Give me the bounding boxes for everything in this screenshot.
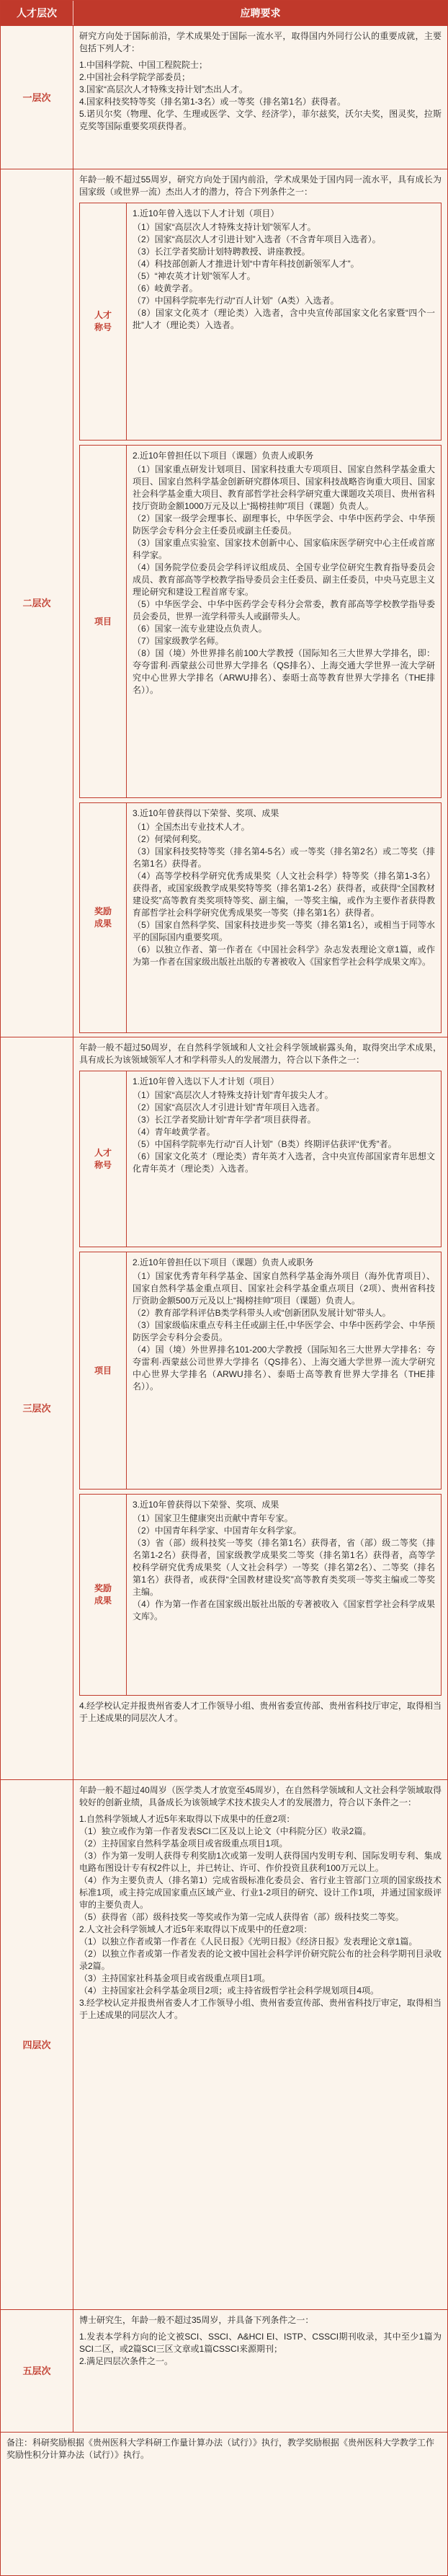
level1-body — [73, 26, 447, 169]
list-item: （4）主持国家社会科学基金项目2项；或主持省级哲学社会科学规划项目4项。 — [79, 1986, 380, 1996]
list-item: （5）中华医学会、中华中医药学会专科分会常委，教育部高等学校教学指导委员会委员，世界一流学科带头人或副带头人。 — [133, 599, 435, 621]
list-item: （1）国家卫生健康突出贡献中青年专家。 — [133, 1513, 293, 1523]
level2-project-body — [127, 446, 441, 797]
cat-label: 奖励 — [94, 1583, 112, 1593]
level2-award-cat — [80, 803, 127, 1032]
list-item: 2.中国社会科学院学部委员； — [79, 72, 191, 82]
list-item: （1）国家重点研发计划项目、国家科技重大专项项目、国家自然科学基金重大项目、国家自然科学基金创新研究群体项目、国家科技战略咨询重大项目、国家社会科学基金重大项目、教育部哲学社会科学研究重大课题攻关项目、贵州省科技厅资助金额1000万元及以上“揭榜挂帅”项目（课题）负责人。 — [133, 464, 436, 511]
level3-intro: 年龄一般不超过50周岁，在自然科学领域和人文社会科学领域崭露头角，取得突出学术成果，具有成长为该领域领军人才和学科带头人的发展潜力，符合以下条件之一： — [79, 1043, 442, 1065]
list-item: （6）国家一流专业建设点负责人。 — [133, 624, 267, 634]
list-item: 1.发表本学科方向的论文被SCI、SSCI、A&HCI EI、ISTP、CSSCI期刊收录，其中至少1篇为SCI二区，或2篇SCI三区文章或1篇CSSCI来源期刊； — [79, 2332, 442, 2354]
list-item: 3.国家“高层次人才特殊支持计划”杰出人才。 — [79, 84, 248, 94]
box-title: 2.近10年曾担任以下项目（课题）负责人或职务 — [133, 1257, 314, 1267]
cat-label: 项目 — [94, 616, 112, 627]
list-item: （7）国家级教学名师。 — [133, 636, 224, 646]
list-item: （3）主持国家社科基金项目或省级重点项目1项。 — [79, 1973, 271, 1983]
level1-label: 一层次 — [1, 26, 73, 169]
list-item: （2）何梁何利奖。 — [133, 834, 207, 844]
level2-project-cat — [80, 446, 127, 797]
cat-label: 奖励 — [94, 906, 112, 916]
list-item: （2）国家“高层次人才引进计划”入选者（不含青年项目入选者）。 — [133, 234, 381, 244]
list-item: （6）岐黄学者。 — [133, 283, 198, 293]
level4-body — [73, 1780, 447, 2309]
list-item: （2）国家一级学会理事长、副理事长，中华医学会、中华中医药学会、中华预防医学会专科分会主任委员或副主任委员。 — [133, 513, 435, 536]
list-item: 5.诺贝尔奖（物理、化学、生理或医学、文学、经济学），菲尔兹奖，沃尔夫奖，图灵奖，拉斯克奖等国际重要奖项获得者。 — [79, 109, 442, 131]
list-item: 1.中国科学院、中国工程院院士； — [79, 60, 208, 70]
list-item: （5）国家自然科学奖、国家科技进步奖一等奖（排名第1名），或相当于同等水平的国际国内重要奖项。 — [133, 920, 435, 942]
list-item: （2）中国青年科学家、中国青年女科学家。 — [133, 1526, 302, 1536]
cat-label: 成果 — [94, 919, 112, 929]
level3-project-body — [127, 1252, 441, 1489]
list-item: （2）主持国家自然科学基金项目或省级重点项目1项。 — [79, 1838, 288, 1849]
list-item: 4.国家科技奖特等奖（排名第1-3名）或一等奖（排名第1名）获得者。 — [79, 97, 346, 107]
header-level-col: 人才层次 — [1, 1, 73, 25]
footer-note: 备注：科研奖励根据《贵州医科大学科研工作量计算办法（试行）》执行，教学奖励根据《贵州医科大学教学工作奖励性积分计算办法（试行）》执行。 — [1, 2432, 447, 2466]
list-item: （1）国家“高层次人才特殊支持计划”青年拔尖人才。 — [133, 1090, 333, 1100]
list-item: （1）国家“高层次人才特殊支持计划”领军人才。 — [133, 222, 316, 232]
level2-intro: 年龄一般不超过55周岁，研究方向处于国内前沿，学术成果处于国内同一流水平，具有成长为国家级（或世界一流）杰出人才的潜力，符合下列条件之一： — [79, 174, 442, 197]
list-item: 2.满足四层次条件之一。 — [79, 2356, 174, 2366]
level3-project-cat — [80, 1252, 127, 1489]
list-item: （1）国家优秀青年科学基金、国家自然科学基金海外项目（海外优青项目）、国家自然科学基金重点项目、国家社会科学基金重点项目（2项）、贵州省科技厅资助金额500万元及以上“揭榜挂帅”项目（课题）负责人。 — [133, 1271, 435, 1306]
level3-tail: 4.经学校认定并报贵州省委人才工作领导小组、贵州省委宣传部、贵州省科技厅审定，取得相当于上述成果的同层次人才。 — [79, 1701, 442, 1723]
table-header — [1, 1, 447, 25]
level3-row — [1, 1037, 447, 1779]
level2-talent-body — [127, 203, 441, 440]
level3-talent-body — [127, 1071, 441, 1247]
box-title: 3.近10年曾获得以下荣誉、奖项、成果 — [133, 808, 279, 818]
level1-intro: 研究方向处于国际前沿，学术成果处于国际一流水平，取得国内外同行公认的重要成就，主要包括下列人才： — [79, 31, 442, 53]
level5-intro: 博士研究生，年龄一般不超过35周岁，并具备下列条件之一： — [79, 2315, 314, 2325]
list-item: （4）高等学校科学研究优秀成果奖（人文社会科学）特等奖（排名第1-3名）获得者，或国家级教学成果奖特等奖（排名第1-2名）获得者，或获得“全国教材建设奖”高等教育类奖项特等奖、副主编，一等奖主编，或作为主要作者获得教育部哲学社会科学研究优秀成果奖一等奖（排名第1名）获得者。 — [133, 871, 435, 918]
level5-row — [1, 2309, 447, 2432]
cat-label: 称号 — [94, 1159, 112, 1170]
list-item: （2）以独立作者或第一作者发表的论文被中国社会科学评价研究院公布的社会科学期刊目录收录2篇。 — [79, 1949, 442, 1971]
cat-label: 称号 — [94, 322, 112, 332]
list-item: （1）以独立作者或第一作者在《人民日报》《光明日报》《经济日报》发表理论文章1篇。 — [79, 1937, 418, 1947]
cat-label: 人才 — [94, 1147, 112, 1158]
level3-talent-cat — [80, 1071, 127, 1247]
list-item: （3）国家重点实验室、国家技术创新中心、国家临床医学研究中心主任或首席科学家。 — [133, 538, 435, 560]
list-item: （4）科技部创新人才推进计划“中青年科技创新领军人才”。 — [133, 259, 359, 269]
level2-project-box — [79, 445, 442, 798]
list-item: （4）国务院学位委员会学科评议组成员、全国专业学位研究生教育指导委员会成员、教育部高等学校教学指导委员会主任委员、副主任委员，中央马克思主义理论研究和建设工程首席专家。 — [133, 562, 436, 597]
list-item: （6）以独立作者、第一作者在《中国社会科学》杂志发表理论文章1篇，或作为第一作者在国家级出版社出版的专著被收入《国家哲学社会科学成果文库》。 — [133, 944, 435, 967]
level2-body — [73, 169, 447, 1037]
cat-label: 人才 — [94, 310, 112, 320]
list-item: （3）国家科技奖特等奖（排名第4-5名）或一等奖（排名第2名）或二等奖（排名第1名）获得者。 — [133, 846, 435, 869]
list-item: （3）长江学者奖励计划“青年学者”项目获得者。 — [133, 1115, 316, 1125]
cat-label: 成果 — [94, 1595, 112, 1606]
box-title: 1.近10年曾入选以下人才计划（项目） — [133, 208, 279, 218]
list-item: （5）获得省（部）级科技奖一等奖或作为第一完成人获得省（部）级科技奖二等奖。 — [79, 1912, 404, 1922]
list-item: （8）国（境）外世界排名前100大学教授（国际知名三大世界大学排名，即：夸夸雷利·西蒙兹公司世界大学排名（QS排名）、上海交通大学世界一流大学研究中心世界大学排名（ARWU排名）、泰晤士高等教育世界大学排名（THE排名））。 — [133, 648, 435, 695]
level2-talent-cat — [80, 203, 127, 440]
list-item: （3）作为第一发明人获得专利奖励1次或第一发明人获得国内发明专利、国际发明专利、集成电路布图设计专有权2件以上，并已转让、许可、作价投资且获利100万元以上。 — [79, 1851, 442, 1873]
level2-talent-box — [79, 203, 442, 441]
level5-body — [73, 2310, 447, 2432]
level3-project-box — [79, 1252, 442, 1490]
level1-row — [1, 25, 447, 169]
list-item: （5）“神农英才计划”领军人才。 — [133, 271, 256, 281]
level4-label: 四层次 — [1, 1780, 73, 2309]
list-item: （4）作为主要负责人（排名第1）完成省级标准化委员会、省行业主管部门立项的国家级技术标准1项，或主持完成国家重点区域产业、行业1-2项目的研究、设计工作1项，并通过国家级评审的主要负责人。 — [79, 1875, 442, 1910]
list-item: （7）中国科学院率先行动“百人计划”（A类）入选者。 — [133, 296, 339, 306]
list-item: （3）省（部）级科技奖一等奖（排名第1名）获得者，省（部）级二等奖（排名第1-2名）获得者，国家级教学成果奖二等奖（排名第1名）获得者，高等学校科学研究优秀成果奖（人文社会科学）一等奖（排名第2名）、二等奖（排名第1名）获得者，或获得“全国教材建设奖”高等教育类奖项一等奖主编或二等奖主编。 — [133, 1538, 435, 1597]
level2-award-body — [127, 803, 441, 1032]
level4-row — [1, 1779, 447, 2309]
list-item: 1.自然科学领域人才近5年来取得以下成果中的任意2项： — [79, 1814, 295, 1824]
header-req-col: 应聘要求 — [240, 6, 281, 19]
list-item: （3）国家级临床重点专科主任或副主任,中华医学会、中华中医药学会、中华预防医学会专科分会委员。 — [133, 1320, 435, 1342]
list-item: （8）国家文化英才（理论类）入选者，含中央宣传部国家文化名家暨“四个一批”人才（理论类）入选者。 — [133, 308, 435, 330]
list-item: 3.经学校认定并报贵州省委人才工作领导小组、贵州省委宣传部、贵州省科技厅审定，取得相当于上述成果的同层次人才。 — [79, 1998, 442, 2020]
list-item: （2）国家“高层次人才引进计划”青年项目入选者。 — [133, 1102, 325, 1112]
box-title: 2.近10年曾担任以下项目（课题）负责人或职务 — [133, 451, 314, 461]
list-item: （4）作为第一作者在国家级出版社出版的专著被收入《国家哲学社会科学成果文库》。 — [133, 1599, 435, 1621]
box-title: 3.近10年曾获得以下荣誉、奖项、成果 — [133, 1500, 279, 1510]
level3-award-cat — [80, 1495, 127, 1695]
list-item: （2）教育部学科评估B类学科带头人或“创新团队发展计划”带头人。 — [133, 1308, 391, 1318]
cat-label: 项目 — [94, 1365, 112, 1376]
list-item: （1）全国杰出专业技术人才。 — [133, 822, 250, 832]
level1-items — [79, 59, 442, 133]
level2-award-box — [79, 802, 442, 1033]
list-item: （4）青年岐黄学者。 — [133, 1127, 215, 1137]
list-item: （4）国（境）外世界排名101-200大学教授（国际知名三大世界大学排名：夸夸雷利·西蒙兹公司世界大学排名（QS排名）、上海交通大学世界一流大学研究中心世界大学排名（ARWU排名）、泰晤士高等教育世界大学排名（THE排名））。 — [133, 1345, 435, 1391]
box-title: 1.近10年曾入选以下人才计划（项目） — [133, 1076, 279, 1086]
list-item: （6）国家文化英才（理论类）青年英才入选者，含中央宣传部国家青年思想文化青年英才（理论类）入选者。 — [133, 1151, 435, 1174]
level3-talent-box — [79, 1071, 442, 1247]
level3-label: 三层次 — [1, 1037, 73, 1779]
level3-award-body — [127, 1495, 441, 1695]
level5-label: 五层次 — [1, 2310, 73, 2432]
list-item: （3）长江学者奖励计划特聘教授、讲座教授。 — [133, 247, 310, 257]
list-item: （1）独立或作为第一作者发表SCI二区及以上论文（中科院分区）收录2篇。 — [79, 1826, 372, 1836]
level2-row — [1, 169, 447, 1037]
list-item: 2.人文社会科学领域人才近5年来取得以下成果中的任意2项： — [79, 1924, 313, 1934]
level2-label: 二层次 — [1, 169, 73, 1037]
level3-body — [73, 1037, 447, 1779]
level3-award-box — [79, 1494, 442, 1696]
list-item: （5）中国科学院率先行动“百人计划”（B类）终期评估获评“优秀”者。 — [133, 1139, 397, 1149]
level4-intro: 年龄一般不超过40周岁（医学类人才放宽至45周岁），在自然科学领域和人文社会科学领域取得较好的创新业绩，具备成长为该领域学术技术拔尖人才的发展潜力，符合以下条件之一： — [79, 1785, 442, 1807]
